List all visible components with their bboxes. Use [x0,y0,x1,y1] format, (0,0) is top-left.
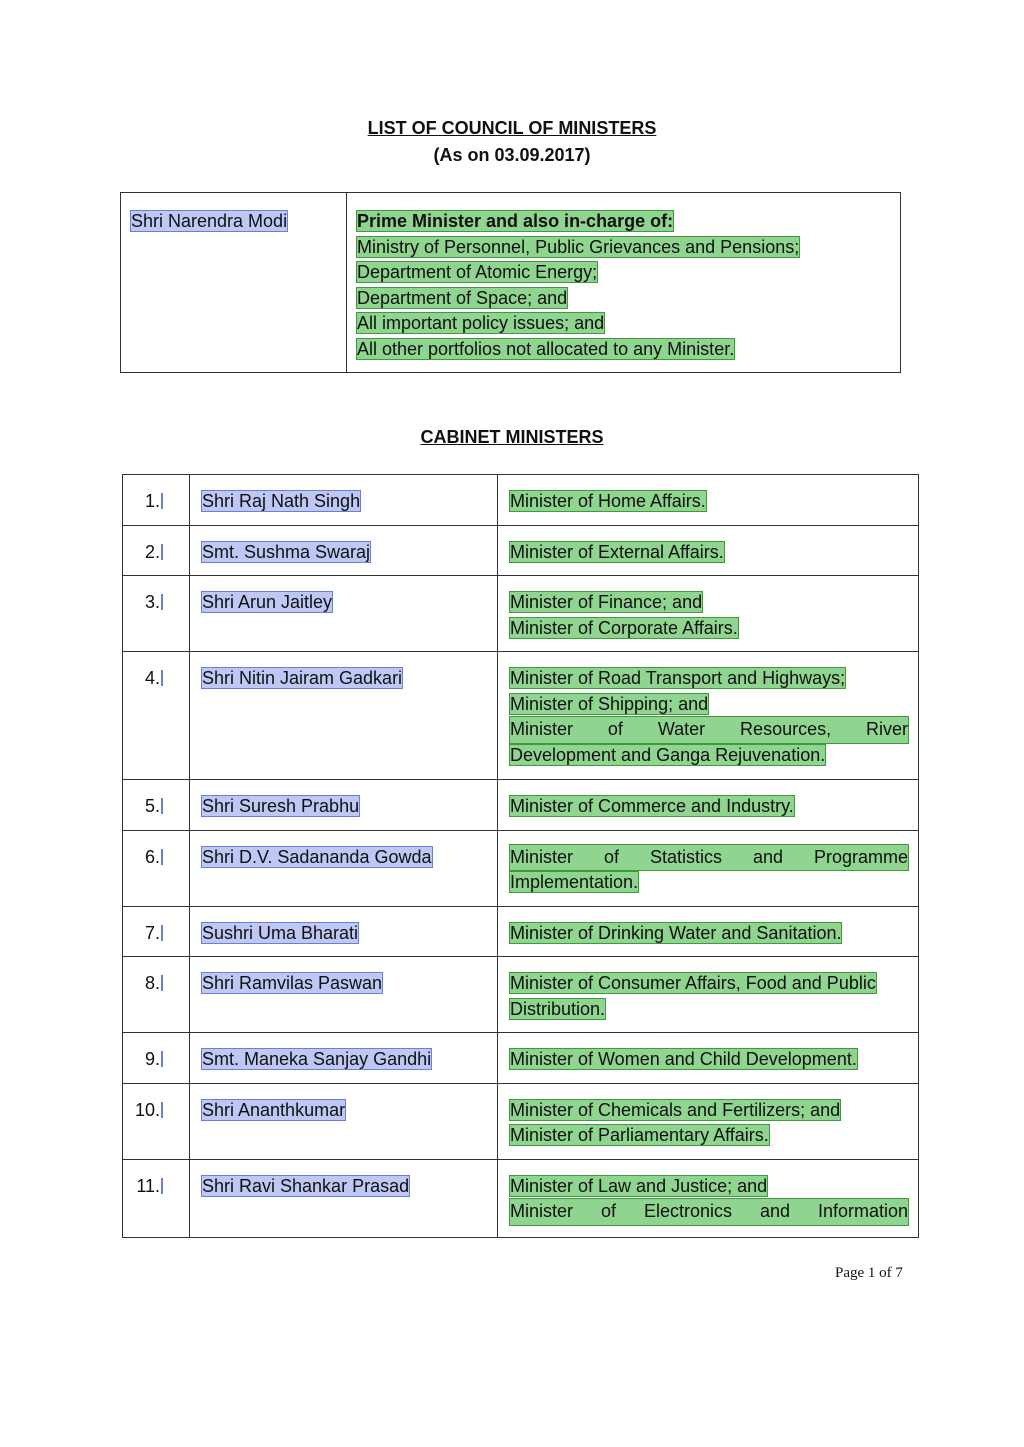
serial-number-cell [123,780,190,831]
minister-name: Shri Nitin Jairam Gadkari [202,668,403,688]
pm-portfolio-line: All important policy issues; and [357,313,605,333]
portfolio-cell [498,780,919,831]
minister-name-cell [190,576,498,652]
prime-minister-row [121,193,901,373]
minister-name: Shri Ananthkumar [202,1099,346,1120]
portfolio-cell [498,475,919,526]
cabinet-row [123,1033,919,1084]
serial-number: 1. [144,491,160,511]
serial-number: 5. [144,796,160,816]
minister-name-cell [190,1159,498,1237]
portfolio-line: Minister of Statistics and Programme [510,845,908,871]
cabinet-row [123,525,919,576]
pm-portfolio-line: Ministry of Personnel, Public Grievances and Pensions; [357,236,800,257]
portfolio-line: Minister of Shipping; and [510,693,709,714]
minister-name-cell [190,830,498,906]
serial-number-cell [123,525,190,576]
document-title: LIST OF COUNCIL OF MINISTERS [367,118,657,138]
cabinet-row [123,576,919,652]
minister-name-cell [190,957,498,1033]
document-date: (As on 03.09.2017) [433,145,591,165]
portfolio-cell [498,957,919,1033]
serial-number: 7. [144,922,160,943]
minister-name: Sushri Uma Bharati [202,922,359,943]
serial-number: 6. [144,846,160,867]
cabinet-row [123,906,919,957]
serial-number-cell [123,652,190,780]
minister-name: Shri Ravi Shankar Prasad [202,1175,410,1196]
minister-name: Shri Ramvilas Paswan [202,973,383,993]
portfolio-line: Minister of Corporate Affairs. [510,617,738,638]
cabinet-row [123,830,919,906]
portfolio-line: Implementation. [510,872,639,892]
portfolio-line: Minister of Finance; and [510,592,703,612]
portfolio-line: Minister of Consumer Affairs, Food and Public [510,973,876,993]
portfolio-line: Minister of Law and Justice; and [510,1175,768,1196]
serial-number-cell [123,1083,190,1159]
cabinet-row [123,780,919,831]
cabinet-row [123,1159,919,1237]
ocr-mark [161,670,163,686]
portfolio-line: Distribution. [510,998,606,1019]
portfolio-line: Minister of Commerce and Industry. [510,796,794,816]
minister-name-cell [190,906,498,957]
ocr-mark [161,849,163,865]
portfolio-cell [498,1083,919,1159]
ocr-mark [161,925,163,941]
ocr-mark [161,1178,163,1194]
cabinet-ministers-table [122,474,919,1238]
portfolio-line: Minister of Chemicals and Fertilizers; and [510,1099,841,1120]
serial-number: 11. [136,1175,160,1196]
ocr-mark [161,493,163,509]
portfolio-line: Minister of Electronics and Information [510,1199,908,1225]
serial-number: 8. [144,973,160,993]
cabinet-row [123,475,919,526]
pm-name-cell [121,193,347,373]
minister-name: Smt. Sushma Swaraj [202,541,371,562]
serial-number-cell [123,906,190,957]
minister-name-cell [190,1083,498,1159]
serial-number: 10. [134,1099,160,1120]
pm-portfolio-line: Department of Atomic Energy; [357,262,598,282]
pm-name: Shri Narendra Modi [131,211,288,231]
ocr-mark [161,1051,163,1067]
portfolio-line: Minister of External Affairs. [510,541,724,562]
portfolio-line: Minister of Drinking Water and Sanitation. [510,922,842,943]
ocr-mark [161,544,163,560]
page-number: Page 1 of 7 [835,1265,903,1281]
serial-number-cell [123,830,190,906]
cabinet-row [123,957,919,1033]
serial-number: 3. [144,592,160,612]
ocr-mark [161,798,163,814]
minister-name: Smt. Maneka Sanjay Gandhi [202,1049,432,1069]
portfolio-cell [498,576,919,652]
portfolio-line: Development and Ganga Rejuvenation. [510,744,826,765]
serial-number-cell [123,475,190,526]
serial-number-cell [123,1159,190,1237]
minister-name-cell [190,1033,498,1084]
minister-name: Shri Suresh Prabhu [202,796,360,816]
portfolio-cell [498,830,919,906]
serial-number: 9. [144,1049,160,1069]
minister-name: Shri Arun Jaitley [202,592,333,612]
ocr-mark [161,975,163,991]
portfolio-line: Minister of Road Transport and Highways; [510,668,846,688]
ocr-mark [161,594,163,610]
portfolio-cell [498,906,919,957]
minister-name-cell [190,652,498,780]
cabinet-heading: CABINET MINISTERS [420,427,604,447]
cabinet-row [123,652,919,780]
minister-name: Shri Raj Nath Singh [202,491,361,511]
pm-portfolio-line: Prime Minister and also in-charge of: [357,211,674,231]
pm-portfolio-line: Department of Space; and [357,287,568,308]
serial-number-cell [123,957,190,1033]
serial-number-cell [123,576,190,652]
portfolio-line: Minister of Parliamentary Affairs. [510,1125,769,1145]
portfolio-line: Minister of Women and Child Development. [510,1049,857,1069]
minister-name-cell [190,475,498,526]
minister-name-cell [190,525,498,576]
portfolio-cell [498,1033,919,1084]
minister-name-cell [190,780,498,831]
cabinet-row [123,1083,919,1159]
prime-minister-table [120,192,901,373]
portfolio-cell [498,1159,919,1237]
portfolio-line: Minister of Water Resources, River [510,717,908,743]
serial-number: 2. [144,541,160,562]
serial-number-cell [123,1033,190,1084]
pm-portfolio-line: All other portfolios not allocated to any Minister. [357,338,735,359]
serial-number: 4. [144,668,160,688]
portfolio-cell [498,652,919,780]
portfolio-cell [498,525,919,576]
pm-portfolio-cell [347,193,901,373]
portfolio-line: Minister of Home Affairs. [510,491,706,511]
minister-name: Shri D.V. Sadananda Gowda [202,846,432,867]
ocr-mark [161,1102,163,1118]
